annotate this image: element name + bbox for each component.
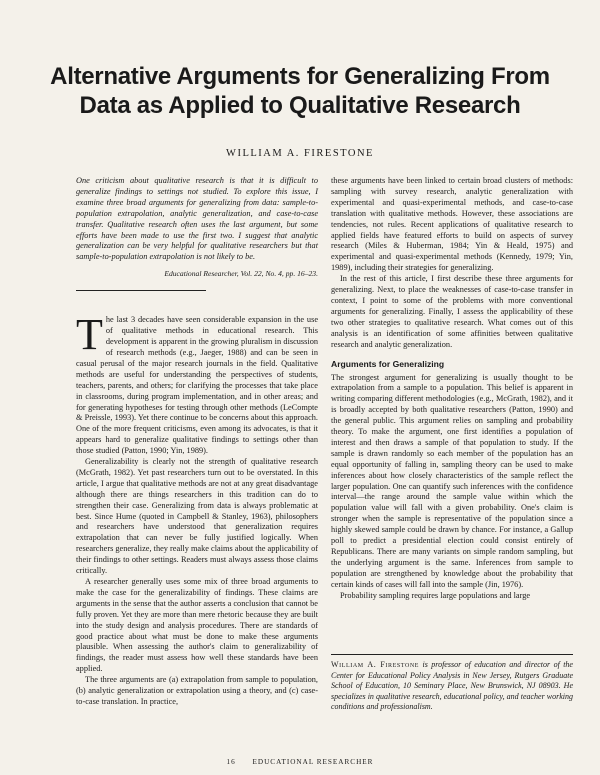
page-number: 16	[226, 758, 236, 766]
drop-cap: T	[76, 310, 103, 360]
bio-name: William A. Firestone	[331, 660, 420, 669]
body-paragraph-1-text: he last 3 decades have seen considerable expansion in the use of qualitative methods in educational research. This development is apparent in the growing pluralism in discussion of research methods (e.g., Jaeger, 1988) and can be seen in casual perusal of the major research journals in the field. Qualitative methods are useful for understanding the perspectives of students, teachers, parents, and others; for clarifying the processes that take place in classrooms, during program implementation, and in other areas; and for generating hypotheses for testing through other methods (LeCompte & Preissle, 1993). Yet there continue to be concerns about this approach. One of the more frequent criticisms, even among its advocates, is that it appears hard to generalize qualitative findings to settings other than those studied (Patton, 1990; Yin, 1989).	[76, 315, 318, 456]
body-paragraph-2: Generalizability is clearly not the strength of qualitative research (McGrath, 1982). Yet past researchers turn out to be overstated. In this article, I argue that qualitative methods are not at any great disadvantage although there are things researchers in this tradition can do to strengthen their case. Generalizing from data is always problematic at best. Since Hume (quoted in Campbell & Stanley, 1963), philosophers and researchers have understood that generalization requires extrapolation that can never be fully justified logically. When researchers generalize, they really make claims about the applicability of their findings to other settings. Readers must always assess those claims critically.	[76, 457, 318, 576]
abstract-divider	[76, 290, 206, 291]
right-body	[331, 176, 573, 602]
body-paragraph-5: these arguments have been linked to certain broad clusters of methods: sampling with survey research, analytic generalization with experimental and quasi-experimental methods, and case-to-case translation with qualitative methods. However, these associations are tendencies, not rules. Recent applications of qualitative research to applied fields have featured efforts to build on aspects of survey research (Miles & Huberman, 1984; Yin & Heald, 1975) and experimental and quasi-experimental methods (Kennedy, 1979; Yin, 1989), including their strategies for generalizing.	[331, 176, 573, 273]
section-paragraph-2: Probability sampling requires large populations and large	[340, 590, 531, 600]
page-footer	[0, 758, 600, 766]
article-title: Alternative Arguments for Generalizing From Data as Applied to Qualitative Research	[50, 63, 550, 119]
section-heading: Arguments for Generalizing	[331, 358, 445, 369]
body-paragraph-6: In the rest of this article, I first describe these three arguments for generalizing. Next, to place the weaknesses of case-to-case transfer in context, I point to some of the problems with more conventional arguments for generalizing. Finally, I assess the applicability of these two other strategies to qualitative research. What comes out of this analysis is an identification of some affinities between qualitative research and analytic generalization.	[331, 274, 573, 349]
journal-name: EDUCATIONAL RESEARCHER	[252, 758, 374, 766]
abstract-text: One criticism about qualitative research is that it is difficult to generalize findings to settings not studied. To explore this issue, I examine three broad arguments for generalizing from data: sample-to-population extrapolation, analytic generalization, and case-to-case transfer. Qualitative research often uses the last argument, but some efforts have been made to use the first two. I suggest that analytic generalization can be very helpful for qualitative researchers but that sample-to-population extrapolation is not likely to be.	[76, 176, 318, 262]
author-bio	[331, 654, 573, 713]
body-paragraph-1	[76, 310, 318, 457]
article-author: WILLIAM A. FIRESTONE	[226, 148, 374, 159]
abstract	[76, 176, 318, 278]
section-paragraph-1: The strongest argument for generalizing is usually thought to be extrapolation from a sample to a population. This belief is apparent in writing comparing different methodologies (e.g., McGrath, 1982), and it is broadly accepted by both qualitative researchers (Patton, 1990) and the general public. This argument relies on sampling and probability theory. To make the argument, one first identifies a population of interest and then draws a sample of that population to study. If the sample is drawn randomly so each member of the population has an equal opportunity of falling in, sampling theory can be used to make inferences about how closely characteristics of the sample reflect the larger population. One can quantify such inferences with the confidence interval—the range around the sample value within which the population value will fall with a given probability. One's claim is stronger when the sample is representative of the population since a highly skewed sample could be drawn by chance. For instance, a Gallup poll to predict a presidential election could consist entirely of Republicans. There are many variants on simple random sampling, but the underlying argument is the same. Inferences from sample to population are strengthened by knowledge about the probability that certain kinds of cases will fall into the sample (Jin, 1976).	[331, 372, 573, 589]
body-paragraph-4: The three arguments are (a) extrapolation from sample to population, (b) analytic generalization or extrapolation using a theory, and (c) case-to-case translation. In practice,	[76, 675, 318, 706]
bio-description: is professor of education and director of the Center for Educational Policy Analysis in New Jersey, Rutgers Graduate School of Education, 10 Seminary Place, New Brunswick, NJ 08903. He specializes in qualitative research, educational policy, and teacher working conditions and professionalism.	[331, 660, 573, 711]
citation: Educational Researcher, Vol. 22, No. 4, pp. 16–23.	[164, 269, 318, 279]
left-column	[76, 176, 318, 708]
left-body	[76, 310, 318, 708]
body-paragraph-3: A researcher generally uses some mix of three broad arguments to make the case for the generalizability of findings. These claims are arguments in the sense that the author asserts a conclusion that cannot be fully proven. Yet they are more than mere rhetoric because they are built into the study design and analysis procedures. There are standards of good practice about what must be done to make these arguments plausible. When assessing the author's claim to generalizability of findings, the reader must assess how well these standards have been applied.	[76, 577, 318, 674]
right-column	[331, 176, 573, 602]
author-bio-text	[331, 660, 573, 713]
